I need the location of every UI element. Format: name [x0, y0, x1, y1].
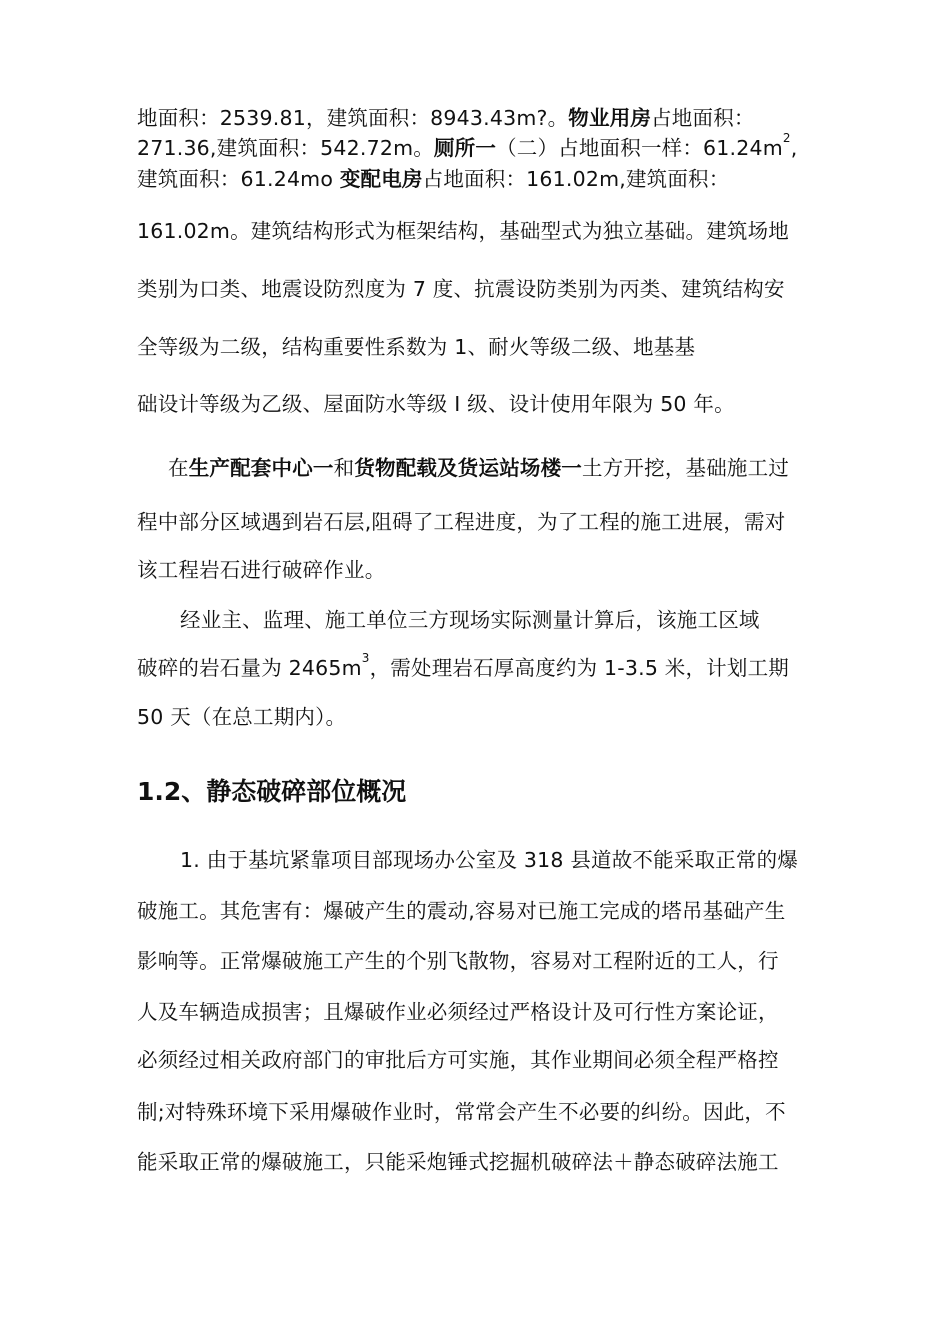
- text-run: 占地面积：161.02m,建筑面积：: [422, 167, 730, 191]
- text-line: [180, 606, 760, 634]
- text-line: [137, 703, 346, 731]
- text-line: [137, 651, 789, 682]
- text-run: 在: [168, 456, 189, 480]
- superscript: 2: [782, 131, 791, 145]
- text-run: 建筑面积：61.24mo: [137, 167, 340, 191]
- text-run: 能采取正常的爆破施工，只能采炮锤式挖掘机破碎法＋静态破碎法施工: [137, 1150, 779, 1174]
- text-line: [137, 131, 798, 162]
- section-heading: 1.2、静态破碎部位概况: [137, 777, 407, 806]
- text-run: 50 天（在总工期内）。: [137, 705, 347, 729]
- text-run: 和: [333, 456, 355, 480]
- superscript: 3: [361, 651, 370, 665]
- bold-term: 物业用房: [568, 106, 652, 130]
- text-run: 271.36,建筑面积：542.72m。: [137, 136, 434, 160]
- text-run: 破施工。其危害有：爆破产生的震动,容易对已施工完成的塔吊基础产生: [137, 899, 786, 923]
- text-line: [137, 165, 729, 193]
- text-run: 经业主、监理、施工单位三方现场实际测量计算后，该施工区域: [180, 608, 760, 632]
- text-run: 土方开挖，基础施工过: [582, 456, 790, 480]
- text-run: 161.02m。建筑结构形式为框架结构，基础型式为独立基础。建筑场地: [137, 219, 789, 243]
- bold-term: 变配电房: [339, 167, 423, 191]
- text-run: （二）占地面积一样：61.24m: [496, 136, 783, 160]
- text-run: 地面积：2539.81，建筑面积：8943.43m?。: [137, 106, 569, 130]
- text-line: [180, 846, 798, 874]
- text-run: 必须经过相关政府部门的审批后方可实施，其作业期间必须全程严格控: [137, 1048, 779, 1072]
- text-run: 占地面积：: [651, 106, 755, 130]
- text-line: [137, 275, 785, 303]
- text-run: 该工程岩石进行破碎作业。: [137, 558, 386, 582]
- text-run: 制;对特殊环境下采用爆破作业时，常常会产生不必要的纠纷。因此，不: [137, 1100, 786, 1124]
- text-run: 1. 由于基坑紧靠项目部现场办公室及 318 县道故不能采取正常的爆: [180, 848, 799, 872]
- bold-term: 货物配载及货运站场楼一: [354, 456, 583, 480]
- text-run: 人及车辆造成损害；且爆破作业必须经过严格设计及可行性方案论证，: [137, 1000, 779, 1024]
- text-run: 影响等。正常爆破施工产生的个别飞散物，容易对工程附近的工人，行: [137, 949, 779, 973]
- text-run: ，需处理岩石厚高度约为 1-3.5 米，计划工期: [369, 656, 789, 680]
- text-line: [137, 508, 785, 536]
- text-line: [137, 217, 789, 245]
- text-run: 类别为口类、地震设防烈度为 7 度、抗震设防类别为丙类、建筑结构安: [137, 277, 785, 301]
- text-line: [137, 390, 735, 418]
- text-line: [137, 897, 785, 925]
- text-line: [137, 998, 779, 1026]
- bold-term: 厕所一: [433, 136, 497, 160]
- text-line: [137, 1098, 786, 1126]
- text-run: 破碎的岩石量为 2465m: [137, 656, 362, 680]
- text-line: [137, 333, 695, 361]
- text-line: [137, 556, 385, 584]
- text-line: [168, 454, 789, 482]
- text-run: 全等级为二级，结构重要性系数为 1、耐火等级二级、地基基: [137, 335, 696, 359]
- bold-term: 生产配套中心一: [188, 456, 334, 480]
- text-line: [137, 947, 779, 975]
- text-run: 程中部分区域遇到岩石层,阻碍了工程进度，为了工程的施工进展，需对: [137, 510, 786, 534]
- text-line: [137, 1046, 779, 1074]
- text-line: [137, 104, 755, 132]
- text-run: ,: [790, 136, 798, 160]
- text-run: 础设计等级为乙级、屋面防水等级 Ⅰ 级、设计使用年限为 50 年。: [137, 392, 735, 416]
- text-line: [137, 1148, 779, 1176]
